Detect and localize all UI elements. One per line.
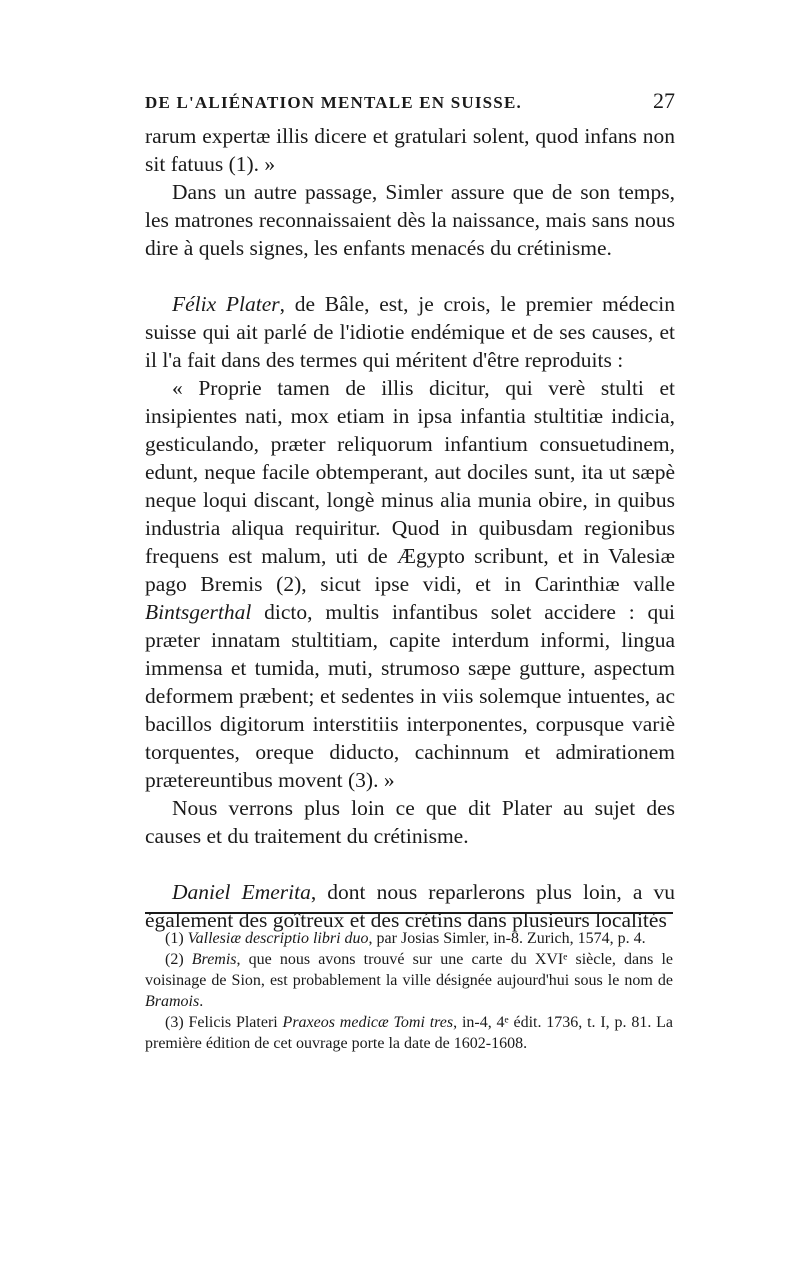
- footnote-3: (3) Felicis Plateri Praxeos medicæ Tomi tres, in-4, 4ᵉ édit. 1736, t. I, p. 81. La première édition de cet ouvrage porte la date de 1602-1608.: [145, 1014, 674, 1052]
- place-name-bintsgerthal: Bintsgerthal: [145, 600, 252, 624]
- paragraph-plater: Félix Plater, de Bâle, est, je crois, le premier médecin suisse qui ait parlé de l'idiotie endémique et de ses causes, et il l'a fait dans des termes qui méritent d'être reproduits :: [145, 292, 676, 372]
- page-number: 27: [653, 88, 675, 113]
- footnotes: [145, 928, 673, 1054]
- paragraph-simler: Dans un autre passage, Simler assure que de son temps, les matrones reconnaissaient dès la naissance, mais sans nous dire à quels signes, les enfants menacés du crétinisme.: [145, 180, 675, 260]
- paragraph-emerita: Daniel Emerita, dont nous reparlerons plus loin, a vu également des goîtreux et des crétins dans plusieurs localités: [145, 880, 675, 932]
- paragraph-continuation: rarum expertæ illis dicere et gratulari solent, quod infans non sit fatuus (1). »: [145, 124, 675, 176]
- running-header: [145, 88, 675, 114]
- footnote-rule: [145, 912, 673, 914]
- footnote-2: (2) Bremis, que nous avons trouvé sur une carte du XVIᵉ siècle, dans le voisinage de Sion, est probablement la ville désignée aujourd'hui sous le nom de Bramois.: [145, 951, 674, 1010]
- latin-quotation: « Proprie tamen de illis dicitur, qui verè stulti et insipientes nati, mox etiam in ipsa infantia stultitiæ indicia, gesticulando, præter reliquorum infantium consuetudinem, edunt, neque facile obtemperant, aut dociles sunt, ita ut sæpè neque loqui discant, longè minus alia munia obire, in quibus industria aliqua requiritur. Quod in quibusdam regionibus frequens est malum, uti de Ægypto scribunt, et in Valesiæ pago Bremis (2), sicut ipse vidi, et in Carinthiæ valle Bintsgerthal dicto, multis infantibus solet accidere : qui præter innatam stultitiam, capite interdum informi, lingua immensa et tumida, muti, strumoso sæpe gutture, aspectum deformem præbent; et sedentes in viis solemque intuentes, ac bacillos digitorum interstitiis interponentes, corpusque variè torquentes, oreque diducto, cachinnum et admirationem prætereuntibus movent (3). »: [145, 376, 675, 792]
- author-name-plater: Félix Plater: [172, 292, 280, 316]
- footnote-1: (1) Vallesiæ descriptio libri duo, par Josias Simler, in-8. Zurich, 1574, p. 4.: [165, 930, 646, 947]
- running-title: DE L'ALIÉNATION MENTALE EN SUISSE.: [145, 93, 522, 112]
- author-name-emerita: Daniel Emerita: [172, 880, 311, 904]
- main-text: [145, 122, 675, 934]
- paragraph-plater-later: Nous verrons plus loin ce que dit Plater au sujet des causes et du traitement du crétinisme.: [145, 796, 675, 848]
